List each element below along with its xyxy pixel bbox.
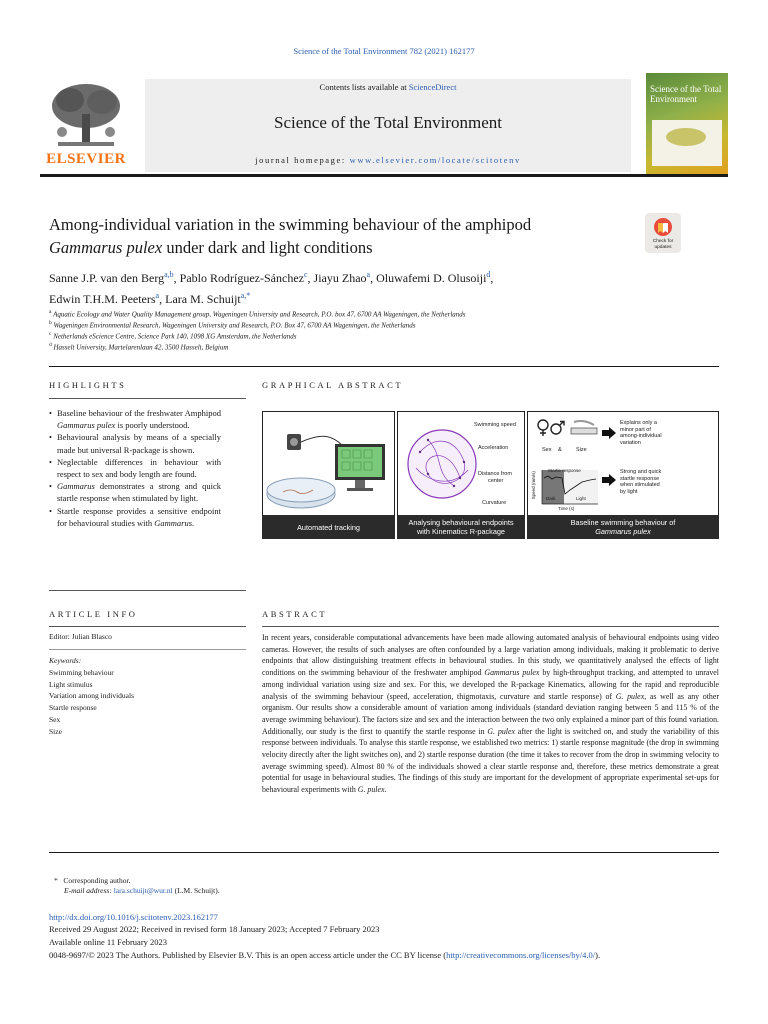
author: Edwin T.H.M. Peeters (49, 292, 156, 306)
amp-label: & (558, 447, 562, 453)
highlight-item: • Behavioural analysis by means of a specially made but universal R-package is shown. (49, 431, 221, 455)
keyword: Variation among individuals (49, 691, 134, 701)
received-dates: Received 29 August 2022; Received in revised form 18 January 2023; Accepted 7 February 2023 (49, 924, 380, 934)
kinematics-caption: Analysing behavioural endpoints with Kinematics R-package (397, 515, 525, 539)
keyword: Swimming behaviour (49, 668, 114, 677)
header-divider (40, 174, 728, 177)
label-swimming-speed: Swimming speed (474, 422, 516, 428)
contents-line: Contents lists available at ScienceDirect (319, 82, 457, 92)
author: Oluwafemi D. Olusoiji (376, 271, 487, 285)
highlights-divider (49, 398, 246, 399)
editor-line: Editor: Julian Blasco (49, 632, 112, 641)
homepage-link[interactable]: www.elsevier.com/locate/scitotenv (349, 155, 521, 165)
sciencedirect-link[interactable]: ScienceDirect (408, 82, 457, 92)
light-label: Light (576, 496, 586, 501)
label-center: center (488, 478, 504, 484)
keyword: Size (49, 726, 62, 736)
highlight-item: • Startle response provides a sensitive endpoint for behavioural studies with Gammarus. (49, 505, 221, 529)
arrow-right-icon (602, 427, 616, 439)
footnote-divider (49, 852, 719, 853)
keyword: Sex (49, 714, 61, 724)
label-curvature: Curvature (482, 500, 507, 506)
available-online: Available online 11 February 2023 (49, 937, 168, 947)
copyright-line: 0048-9697/© 2023 The Authors. Published by Elsevier B.V. This is an open access article under the CC BY license (http://creativecommons.org/licenses/by/4.0/). (49, 950, 601, 960)
plot-title: Startle response (548, 468, 581, 473)
abstract-body: In recent years, considerable computational advancements have been made allowing automated analysis of behavioural endpoints using video cameras. However, the results of such analyses are often confounded by a large variation among individuals, making it problematic to derive endpoints that allow distinguishing treatment effects in behavioural studies. In this study, we quantitatively analysed the effects of light conditions on the swimming behaviour of the freshwater amphipod Gammarus pulex by high-throughput tracking, and attempted to unravel among individual variation using size and sex. For this, we developed the R-package Kinematics, allowing for the rapid and reproducible analysis of the swimming behaviour (speed, acceleration, thigmotaxis, curvature and startle response) of G. pulex, as well as any other organism. Our results show a considerable amount of variation among individuals (standard deviation ranging between 5 and 115 % of the average swimming behaviour). The factors size and sex and the interaction between the two only explained a minor part of this found variation. Additionally, our study is the first to quantify the startle response in G. pulex after the light is switched on, and study the variability of this response between individuals. To analyse this startle response, we established two metrics: 1) startle response magnitude (the drop in swimming velocity directly after the light switches on), and 2) startle response duration (the time it takes to recover from the drop in swimming velocity to average swimming speed). Almost 80 % of the individuals showed a clear startle response and, therefore, these metrics demonstrate a great potential for usage in behavioural studies. The findings of this study are important for the development of appropriate experimental set-ups for behavioural experiments with G. pulex. (262, 633, 719, 795)
abstract-divider (262, 626, 719, 627)
tracking-caption: Automated tracking (262, 515, 395, 539)
affiliation: $^c$ Netherlands eScience Centre, Science Park 140, 1098 XG Amsterdam, the Netherlands (49, 331, 297, 341)
article-title: Among-individual variation in the swimming behaviour of the amphipod Gammarus pulex under dark and light conditions (49, 215, 532, 257)
size-ruler-icon (570, 420, 600, 436)
keyword: Startle response (49, 703, 97, 713)
author-list: Sanne J.P. van den Berg$^{a,b}$, Pablo Rodríguez-Sánchez$^c$, Jiayu Zhao$^a$, Oluwafemi D. Olusoiji$^d$, Edwin T.H.M. Peeters$^a$, Lara M. Schuijt$^{a,*}$ (49, 270, 494, 306)
tracking-setup-illustration (263, 412, 394, 516)
journal-citation-link[interactable]: Science of the Total Environment 782 (2021) 162177 (293, 46, 475, 56)
editor-divider (49, 649, 246, 650)
article-info-divider (49, 626, 246, 627)
affiliation: $^b$ Wageningen Environmental Research, Wageningen University and Research, P.O. Box 47, 6700 AA Wageningen, the Netherlands (49, 320, 416, 330)
dark-label: Dark (546, 496, 556, 501)
highlights-heading: HIGHLIGHTS (49, 380, 127, 390)
highlight-item: • Gammarus demonstrates a strong and quick startle response when stimulated by light. (49, 480, 221, 504)
size-label: Size (576, 447, 587, 453)
speed-label: Speed (mm/s) (530, 471, 536, 500)
author: Sanne J.P. van den Berg (49, 271, 165, 285)
section-divider (49, 366, 719, 367)
keyword: Light stimulus (49, 679, 93, 689)
highlights-end-divider (49, 590, 246, 591)
abstract-heading: ABSTRACT (262, 609, 328, 619)
arrow-right-icon (602, 474, 616, 486)
baseline-caption: Baseline swimming behaviour of Gammarus pulex (527, 515, 719, 539)
check-for-updates-button[interactable] (645, 213, 681, 253)
highlights-list (49, 407, 221, 529)
affiliation: $^a$ Aquatic Ecology and Water Quality Management group, Wageningen University and Research, P.O. box 47, 6700 AA Wageningen, the Netherlands (49, 309, 466, 319)
label-distance-from: Distance from (478, 471, 512, 477)
article-info-heading: ARTICLE INFO (49, 609, 138, 619)
keywords-list (49, 667, 134, 737)
time-label: Time (s) (558, 506, 575, 511)
email-line: E-mail address: lara.schuijt@wur.nl (L.M. Schuijt). (64, 886, 220, 895)
sex-label: Sex (542, 447, 552, 453)
check-updates-label: Check for updates (652, 239, 674, 250)
highlight-item: • Neglectable differences in behaviour with respect to sex and body length are found. (49, 456, 221, 480)
license-link[interactable]: http://creativecommons.org/licenses/by/4.0/ (446, 950, 596, 960)
highlight-item: • Baseline behaviour of the freshwater Amphipod Gammarus pulex is poorly understood. (49, 407, 221, 431)
journal-title: Science of the Total Environment (274, 113, 502, 132)
cover-figure (666, 128, 706, 146)
author: Jiayu Zhao (313, 271, 367, 285)
author: Lara M. Schuijt (165, 292, 241, 306)
startle-text: Strong and quick startle response when stimulated by light (620, 469, 662, 495)
keywords-label: Keywords: (49, 656, 82, 665)
affiliation: $^d$ Hasselt University, Martelarenlaan 42, 3500 Hasselt, Belgium (49, 342, 229, 352)
doi-link[interactable]: http://dx.doi.org/10.1016/j.scitotenv.2023.162177 (49, 912, 218, 922)
label-acceleration: Acceleration (478, 445, 509, 451)
elsevier-wordmark: ELSEVIER (46, 151, 126, 167)
graphical-abstract-heading: GRAPHICAL ABSTRACT (262, 380, 404, 390)
author: Pablo Rodríguez-Sánchez (179, 271, 304, 285)
corresponding-author-note: * Corresponding author. (54, 876, 131, 885)
email-link[interactable]: lara.schuijt@wur.nl (113, 886, 173, 895)
homepage-line: journal homepage: www.elsevier.com/locate/scitotenv (255, 155, 521, 165)
cover-title: Science of the Total Environment (650, 84, 722, 104)
sex-symbols-icon (536, 418, 566, 438)
explains-text: Explains only a minor part of among-individual variation (620, 420, 662, 446)
